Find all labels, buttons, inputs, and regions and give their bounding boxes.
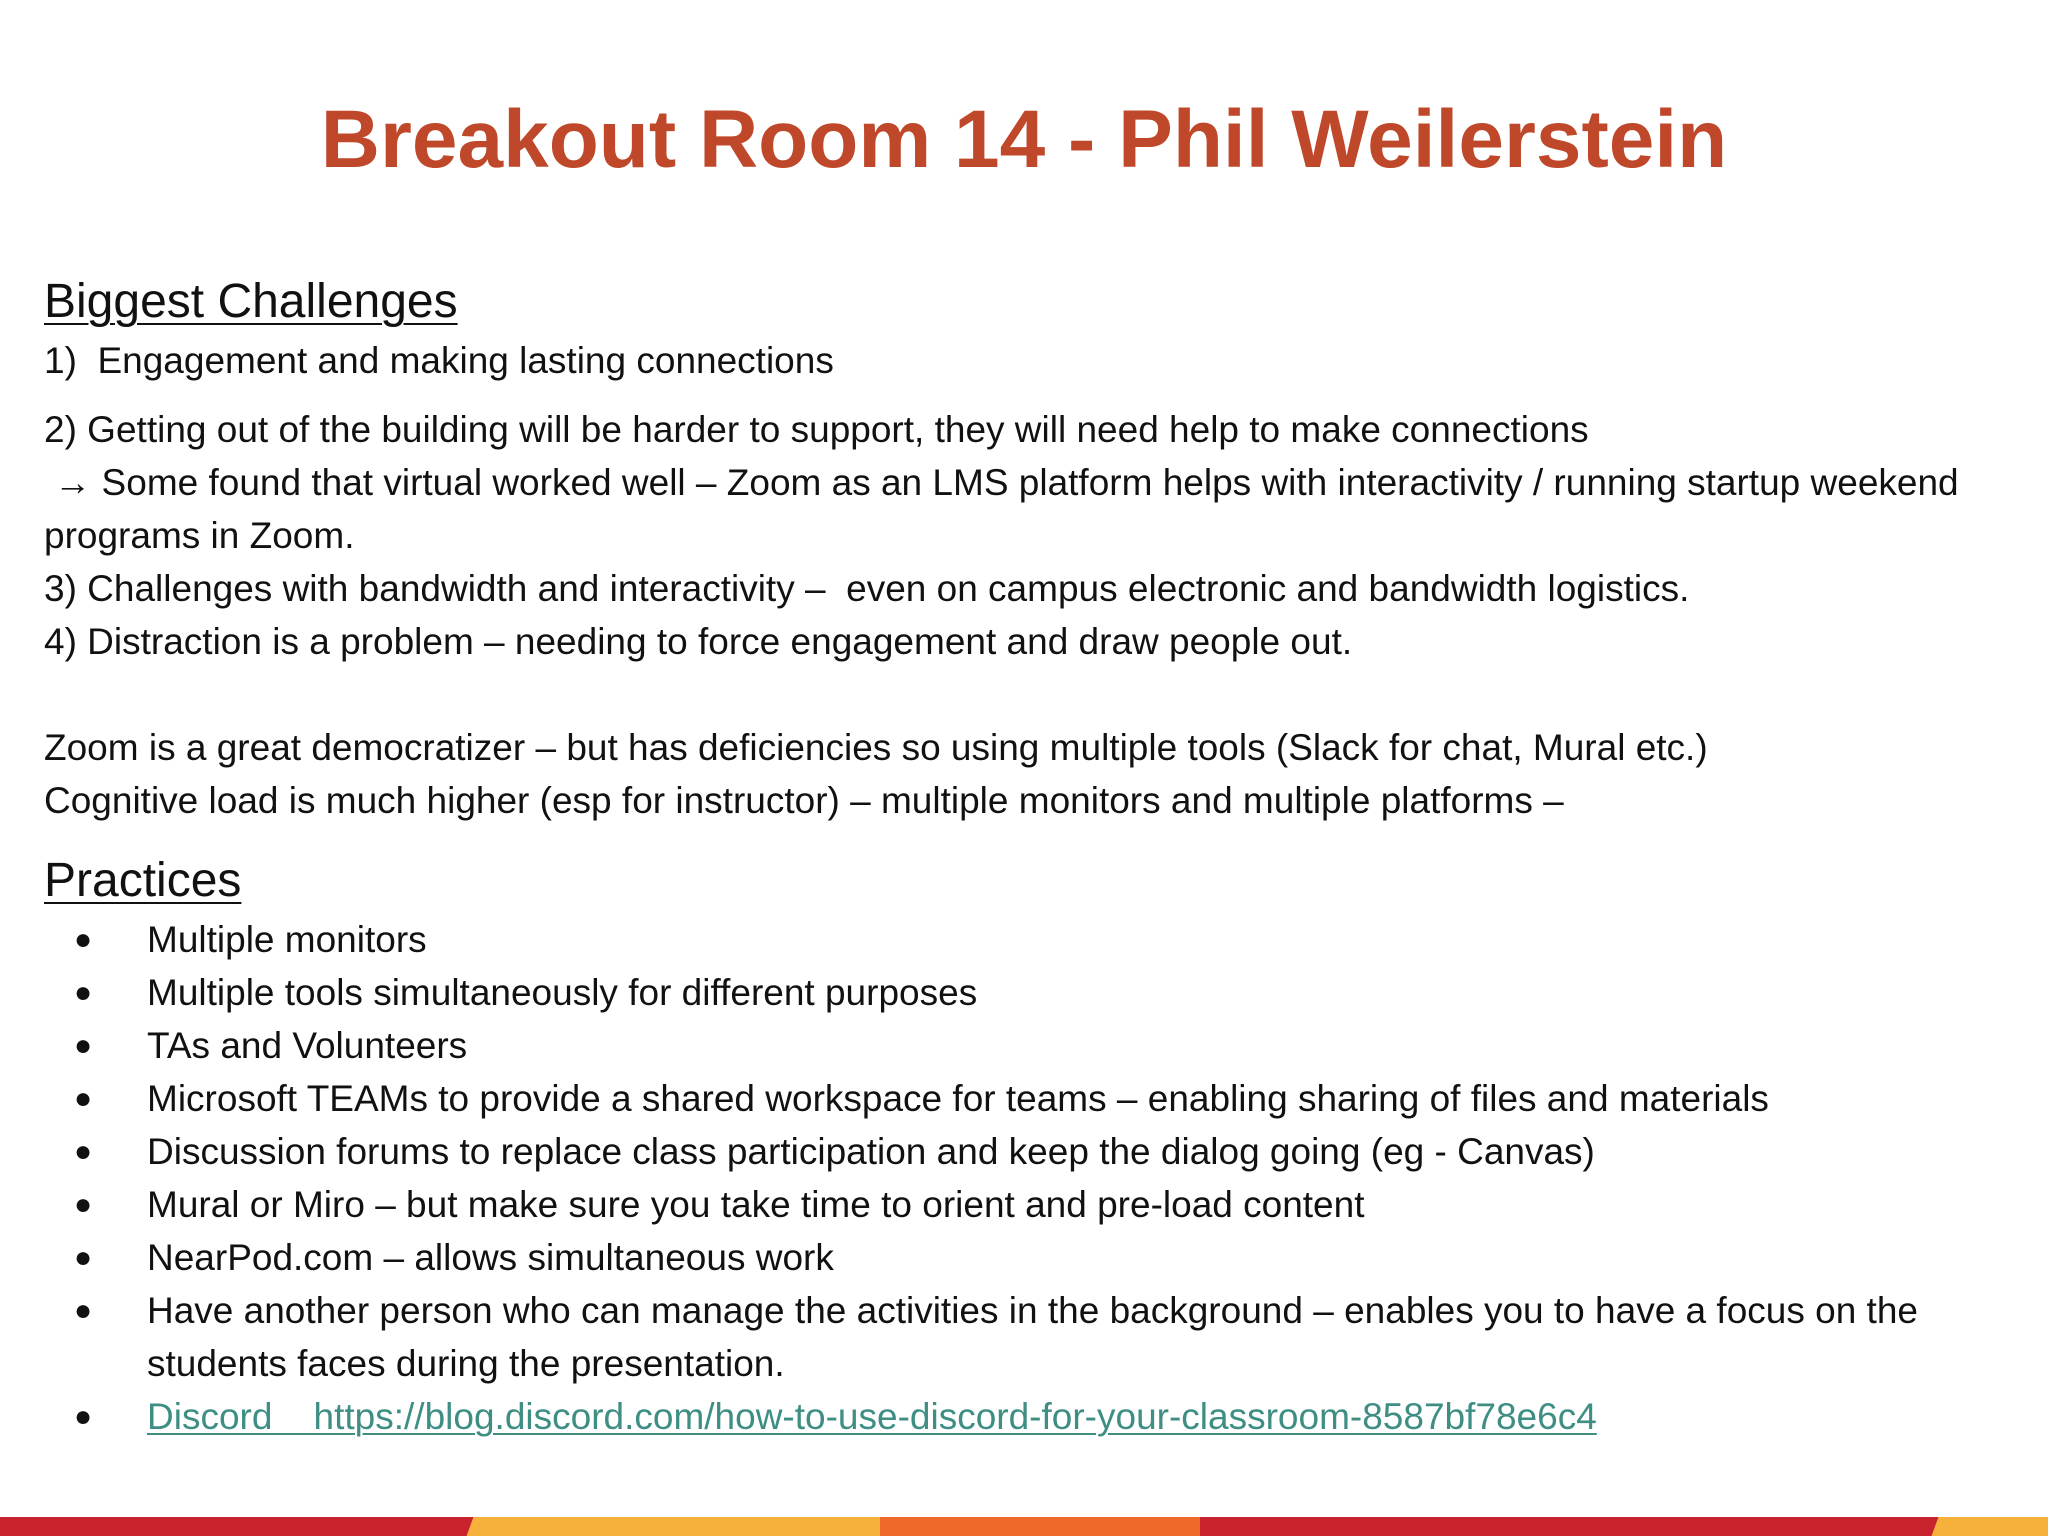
list-item <box>44 1072 2014 1125</box>
practices-list <box>44 913 2014 1443</box>
challenge-1: 1) Engagement and making lasting connections <box>44 340 834 381</box>
list-item <box>44 1231 2014 1284</box>
practice-text: TAs and Volunteers <box>147 1025 468 1066</box>
footer-color-bar <box>0 1517 2048 1536</box>
list-item <box>44 1390 2014 1443</box>
list-item <box>44 1125 2014 1178</box>
bullet-icon: ● <box>74 1400 93 1433</box>
bullet-icon: ● <box>74 1082 93 1115</box>
bullet-icon: ● <box>74 1135 93 1168</box>
challenge-4: 4) Distraction is a problem – needing to force engagement and draw people out. <box>44 621 1353 662</box>
discord-link[interactable]: Discord https://blog.discord.com/how-to-use-discord-for-your-classroom-8587bf78e6c4 <box>147 1396 1597 1437</box>
list-item <box>44 913 2014 966</box>
practice-text: Have another person who can manage the activities in the background – enables you to have a focus on the students faces during the presentation. <box>147 1290 1918 1384</box>
practice-text: Discussion forums to replace class participation and keep the dialog going (eg - Canvas) <box>147 1131 1595 1172</box>
slide-body <box>44 270 2014 1443</box>
bullet-icon: ● <box>74 1241 93 1274</box>
footer-segment-yellow-right <box>1932 1517 2048 1536</box>
practice-text: Microsoft TEAMs to provide a shared workspace for teams – enabling sharing of files and materials <box>147 1078 1769 1119</box>
footer-segment-orange <box>880 1517 1200 1536</box>
footer-segment-red <box>0 1517 480 1536</box>
practice-text: NearPod.com – allows simultaneous work <box>147 1237 834 1278</box>
challenge-2: 2) Getting out of the building will be harder to support, they will need help to make connections <box>44 409 1589 450</box>
bullet-icon: ● <box>74 1294 93 1327</box>
bullet-icon: ● <box>74 1188 93 1221</box>
footer-segment-yellow <box>467 1517 894 1536</box>
note-cognitive-load: Cognitive load is much higher (esp for instructor) – multiple monitors and multiple platforms – <box>44 780 1564 821</box>
challenge-3: 3) Challenges with bandwidth and interactivity – even on campus electronic and bandwidth logistics. <box>44 568 1690 609</box>
bullet-icon: ● <box>74 1029 93 1062</box>
bullet-icon: ● <box>74 976 93 1009</box>
note-zoom: Zoom is a great democratizer – but has deficiencies so using multiple tools (Slack for chat, Mural etc.) <box>44 727 1708 768</box>
list-item <box>44 966 2014 1019</box>
practices-heading: Practices <box>44 854 242 907</box>
list-item <box>44 1284 2014 1390</box>
challenges-heading: Biggest Challenges <box>44 275 458 328</box>
slide-title: Breakout Room 14 - Phil Weilerstein <box>320 94 1728 185</box>
bullet-icon: ● <box>74 923 93 956</box>
footer-segment-red-right <box>1200 1517 1940 1536</box>
challenge-2-note: → Some found that virtual worked well – Zoom as an LMS platform helps with interactivity / running startup weekend programs in Zoom. <box>44 462 1969 556</box>
list-item <box>44 1178 2014 1231</box>
list-item <box>44 1019 2014 1072</box>
practice-text: Multiple tools simultaneously for different purposes <box>147 972 978 1013</box>
practice-text: Mural or Miro – but make sure you take time to orient and pre-load content <box>147 1184 1365 1225</box>
practice-text: Multiple monitors <box>147 919 427 960</box>
